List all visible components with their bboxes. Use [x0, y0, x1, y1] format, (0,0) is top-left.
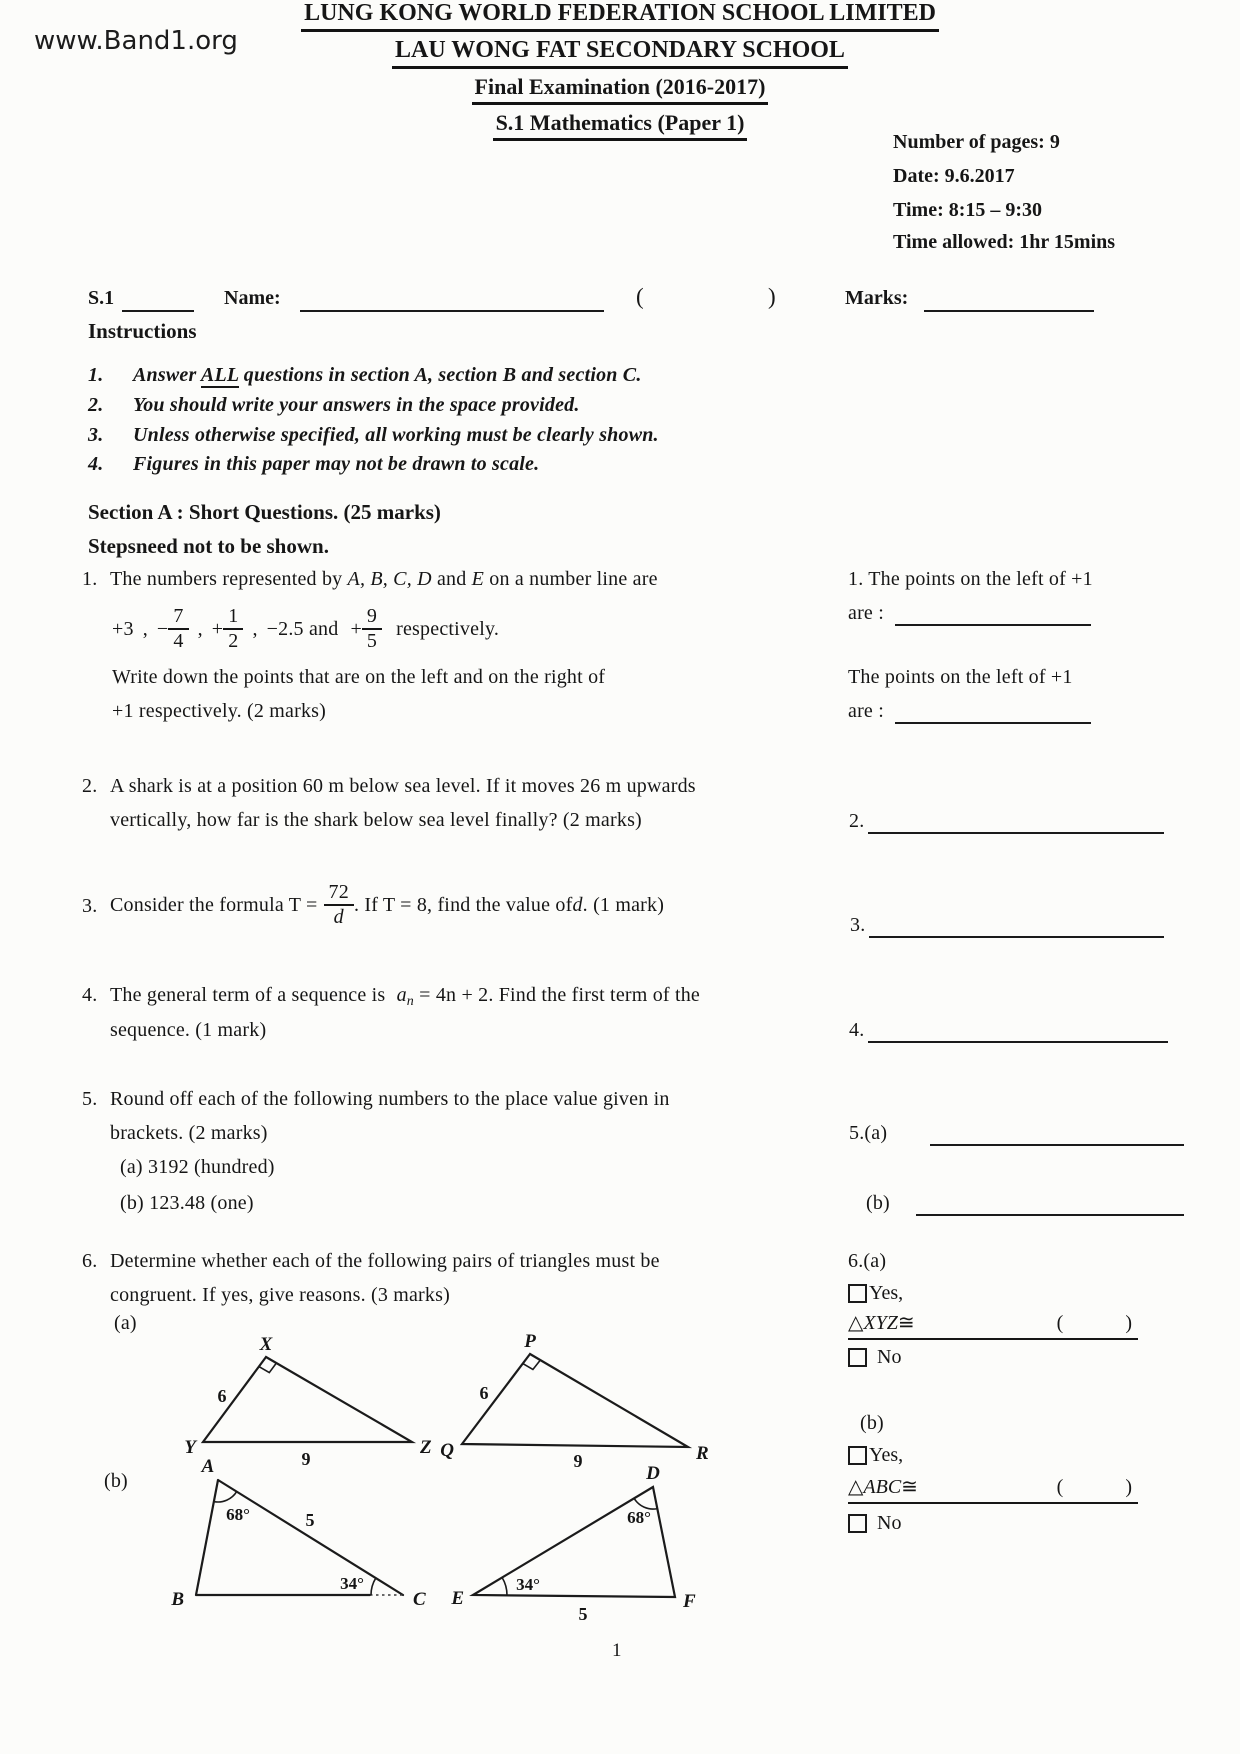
q3-post1: . If T = 8, find the value of: [353, 893, 573, 916]
q4-post: = 4n + 2. Find the first term of the: [413, 984, 701, 1006]
q5-number: 5.: [82, 1088, 98, 1110]
q6a-triangle-letters: XYZ: [863, 1312, 898, 1334]
q6b-congruence-line[interactable]: [848, 1474, 1138, 1504]
q5-answer-a-label: 5.(a): [849, 1122, 888, 1144]
q6a-yes-label: Yes,: [869, 1282, 904, 1304]
q4-line2: sequence. (1 mark): [110, 1019, 267, 1041]
vertex-label-c: C: [413, 1589, 426, 1610]
q1-line2: Write down the points that are on the left and on the right of: [112, 666, 606, 688]
q6b-yes-checkbox[interactable]: [848, 1446, 867, 1465]
instruction-item-4: Figures in this paper may not be drawn to scale.: [133, 453, 540, 475]
info-time: Time: 8:15 – 9:30: [893, 199, 1043, 221]
q1-answer-line1: 1. The points on the left of +1: [848, 568, 1093, 590]
q1-number: 1.: [82, 568, 98, 590]
q4-pre: The general term of a sequence is: [110, 984, 391, 1006]
q1-frac1-sign: −: [156, 617, 169, 640]
school-name-line1: LUNG KONG WORLD FEDERATION SCHOOL LIMITED: [301, 0, 939, 32]
angle-label-c-34: 34°: [340, 1574, 364, 1593]
watermark: www.Band1.org: [34, 26, 238, 56]
q4-subscript-n: n: [406, 994, 414, 1009]
info-time-allowed: Time allowed: 1hr 15mins: [893, 231, 1116, 253]
q1-separator: ,: [197, 617, 203, 640]
angle-arc-e: [502, 1578, 507, 1596]
q3-number: 3.: [82, 895, 98, 917]
q6-answer-a-label: 6.(a): [848, 1250, 887, 1272]
q1-tail: respectively.: [396, 617, 500, 640]
q1-value-neg2p5: −2.5 and: [266, 617, 339, 640]
instruction-1-post: questions in section A, section B and section C.: [238, 364, 642, 386]
info-date: Date: 9.6.2017: [893, 165, 1015, 187]
q1-line3: +1 respectively. (2 marks): [112, 700, 326, 722]
instruction-item-3: Unless otherwise specified, all working must be clearly shown.: [133, 424, 659, 446]
q6a-yes-row: [848, 1282, 903, 1305]
q6b-no-checkbox[interactable]: [848, 1514, 867, 1533]
q1-line1-pre: The numbers represented by: [110, 568, 348, 590]
section-a-heading: Section A : Short Questions. (25 marks): [88, 500, 441, 524]
congruent-symbol: ≅: [901, 1476, 918, 1498]
vertex-label-q: Q: [440, 1440, 454, 1461]
q6b-reason-paren-open: (: [1056, 1476, 1064, 1498]
triangle-xyz: [203, 1357, 412, 1442]
school-name-line2: LAU WONG FAT SECONDARY SCHOOL: [392, 37, 848, 69]
q3-line: [110, 876, 664, 934]
exam-title: Final Examination (2016-2017): [472, 74, 769, 105]
q1-separator: ,: [142, 617, 148, 640]
q1-fraction-7-4: [168, 606, 188, 652]
q1-frac2-den: 2: [228, 630, 239, 652]
triangle-pqr: [462, 1354, 688, 1447]
q1-line1-vars: A, B, C, D: [347, 568, 432, 590]
q2-line2: vertically, how far is the shark below sea level finally? (2 marks): [110, 809, 642, 831]
q1-value-plus3: +3: [112, 617, 134, 640]
instruction-num: 2.: [88, 394, 104, 416]
q6b-yes-row: [848, 1444, 903, 1467]
side-label-yz-9: 9: [301, 1449, 311, 1469]
instructions-title: Instructions: [88, 319, 197, 343]
vertex-label-b: B: [171, 1589, 184, 1610]
q6-line2: congruent. If yes, give reasons. (3 marks): [110, 1284, 450, 1306]
vertex-label-x: X: [259, 1334, 273, 1355]
q2-number: 2.: [82, 775, 98, 797]
q6-line1: Determine whether each of the following pairs of triangles must be: [110, 1250, 660, 1272]
q1-answer-are1: are :: [848, 602, 884, 624]
instruction-num: 3.: [88, 424, 104, 446]
q1-answer-line2: The points on the left of +1: [848, 666, 1073, 688]
q1-number-list: [112, 598, 499, 660]
q5-answer-b-blank[interactable]: [916, 1190, 1184, 1216]
angle-arc-c: [371, 1578, 376, 1595]
q1-frac1-den: 4: [173, 630, 184, 652]
side-label-ef-5: 5: [578, 1604, 588, 1624]
vertex-label-d: D: [646, 1463, 660, 1484]
q1-line1: [110, 568, 658, 591]
q5-line1: Round off each of the following numbers to the place value given in: [110, 1088, 670, 1110]
q1-frac1-num: 7: [168, 606, 188, 630]
instruction-1-pre: Answer: [133, 364, 201, 386]
q1-frac2-num: 1: [223, 606, 243, 630]
q6-number: 6.: [82, 1250, 98, 1272]
side-label-xy-6: 6: [217, 1386, 227, 1406]
q4-var-a: a: [396, 984, 407, 1006]
q6a-yes-checkbox[interactable]: [848, 1284, 867, 1303]
class-number-paren-open: (: [636, 284, 644, 309]
marks-label: Marks:: [845, 287, 909, 309]
q2-answer-number: 2.: [849, 810, 865, 832]
triangle-symbol: △: [848, 1476, 864, 1498]
q1-answer-are2: are :: [848, 700, 884, 722]
vertex-label-e: E: [451, 1588, 464, 1609]
q4-line1: [110, 984, 700, 1010]
vertex-label-p: P: [524, 1331, 536, 1352]
instruction-1-underlined: ALL: [200, 364, 239, 386]
page-number: 1: [612, 1640, 622, 1661]
q6b-yes-label: Yes,: [869, 1444, 904, 1466]
q1-line1-post: on a number line are: [484, 568, 658, 590]
instruction-num: 4.: [88, 453, 104, 475]
vertex-label-a: A: [201, 1456, 215, 1477]
q3-frac-num: 72: [324, 882, 354, 906]
q3-pre: Consider the formula T =: [110, 893, 318, 916]
name-blank[interactable]: [300, 286, 604, 312]
vertex-label-z: Z: [420, 1437, 432, 1458]
q2-answer-blank[interactable]: [868, 808, 1164, 834]
class-blank[interactable]: [122, 286, 194, 312]
q6b-no-label: No: [877, 1512, 902, 1534]
q6-part-b-label: (b): [104, 1470, 128, 1492]
marks-blank[interactable]: [924, 286, 1094, 312]
q2-line1: A shark is at a position 60 m below sea level. If it moves 26 m upwards: [110, 775, 696, 797]
side-label-qr-9: 9: [573, 1451, 583, 1471]
q1-frac3-sign: +: [350, 617, 362, 640]
instruction-item-1: [133, 364, 642, 387]
angle-label-a-68: 68°: [226, 1505, 250, 1524]
side-label-pq-6: 6: [479, 1383, 489, 1403]
q6a-no-checkbox[interactable]: [848, 1348, 867, 1367]
q6-answer-b-label: (b): [860, 1412, 884, 1434]
q1-fraction-1-2: [223, 606, 243, 652]
q6b-triangles-figure: [150, 1448, 730, 1638]
q6b-reason-paren-close: ): [1125, 1476, 1132, 1498]
q6a-reason-paren-close: ): [1125, 1312, 1132, 1334]
q3-post2: . (1 mark): [582, 893, 665, 916]
q3-fraction-72-d: [324, 882, 354, 928]
side-label-ac-5: 5: [305, 1510, 315, 1530]
section-a-note: Stepsneed not to be shown.: [88, 534, 329, 558]
q1-fraction-9-5: [362, 606, 382, 652]
vertex-label-r: R: [696, 1443, 709, 1464]
q5-answer-b-label: (b): [866, 1192, 890, 1214]
q4-answer-blank[interactable]: [868, 1017, 1168, 1043]
header-title-block: [0, 0, 1240, 146]
q5-answer-a-blank[interactable]: [930, 1120, 1184, 1146]
q6a-no-row: [848, 1346, 901, 1369]
paper-title: S.1 Mathematics (Paper 1): [493, 110, 748, 141]
triangle-abc: [196, 1480, 403, 1595]
q1-frac3-den: 5: [366, 630, 378, 652]
q6-part-a-label: (a): [114, 1312, 137, 1334]
q4-number: 4.: [82, 984, 98, 1006]
angle-label-d-68: 68°: [627, 1508, 651, 1527]
q3-var-d: d: [572, 893, 583, 916]
q5-line2: brackets. (2 marks): [110, 1122, 268, 1144]
q1-frac2-sign: +: [211, 617, 224, 640]
info-pages: Number of pages: 9: [893, 131, 1060, 153]
q6a-no-label: No: [877, 1346, 902, 1368]
class-label: S.1: [88, 287, 115, 309]
q1-answer-blank1[interactable]: [895, 600, 1091, 626]
triangle-symbol: △: [848, 1312, 864, 1334]
q3-frac-den: d: [333, 906, 344, 928]
name-label: Name:: [224, 287, 281, 309]
q1-separator: ,: [252, 617, 258, 640]
instruction-num: 1.: [88, 364, 104, 386]
q3-answer-blank[interactable]: [869, 912, 1164, 938]
q3-answer-number: 3.: [850, 914, 866, 936]
q6a-congruence-line[interactable]: [848, 1310, 1138, 1340]
q6b-no-row: [848, 1512, 901, 1535]
angle-label-e-34: 34°: [516, 1575, 540, 1594]
q1-answer-blank2[interactable]: [895, 698, 1091, 724]
q6a-reason-paren-open: (: [1056, 1312, 1064, 1334]
q1-frac3-num: 9: [362, 606, 382, 630]
q1-line1-mid: and: [431, 568, 472, 590]
angle-arc-a: [214, 1492, 237, 1502]
q1-line1-var-e: E: [471, 568, 485, 590]
instruction-item-2: You should write your answers in the space provided.: [133, 394, 580, 416]
vertex-label-f: F: [683, 1591, 696, 1612]
q4-answer-number: 4.: [849, 1019, 865, 1041]
congruent-symbol: ≅: [897, 1312, 915, 1334]
q5-item-b: (b) 123.48 (one): [120, 1192, 254, 1214]
class-number-paren-close: ): [768, 284, 776, 309]
q6b-triangle-letters: ABC: [863, 1476, 902, 1498]
vertex-label-y: Y: [184, 1437, 196, 1458]
q5-item-a: (a) 3192 (hundred): [120, 1156, 275, 1178]
